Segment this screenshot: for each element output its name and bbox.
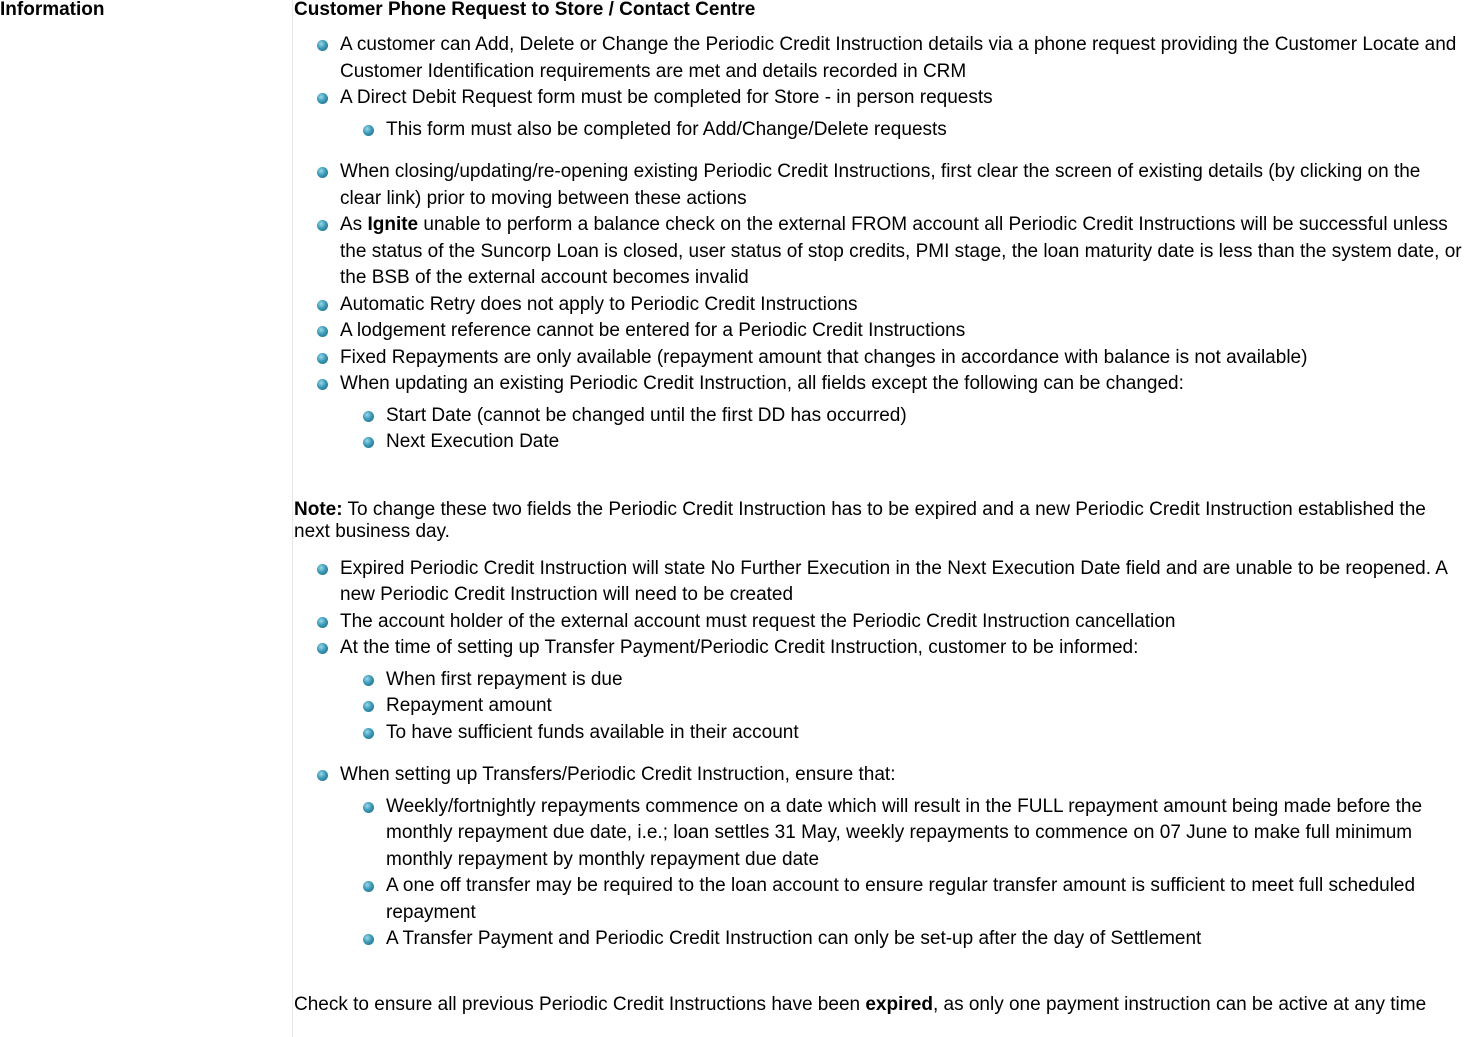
bullet-icon	[317, 40, 328, 51]
note-label: Note:	[294, 498, 343, 520]
bullet-list-1	[294, 32, 1466, 112]
list-item: A Transfer Payment and Periodic Credit Instruction can only be set-up after the day of Settlement	[294, 926, 1466, 953]
information-content	[294, 0, 1466, 1016]
list-item: When setting up Transfers/Periodic Credit Instruction, ensure that:	[294, 762, 1466, 789]
ignite-bold: Ignite	[367, 214, 419, 235]
list-item: Start Date (cannot be changed until the first DD has occurred)	[294, 403, 1466, 430]
bullet-icon	[363, 701, 374, 712]
list-item: Automatic Retry does not apply to Periodic Credit Instructions	[294, 292, 1466, 319]
list-item: At the time of setting up Transfer Payment/Periodic Credit Instruction, customer to be informed:	[294, 635, 1466, 662]
bullet-icon	[363, 675, 374, 686]
information-label: Information	[0, 0, 105, 20]
bullet-icon	[317, 379, 328, 390]
bullet-icon	[363, 802, 374, 813]
note-paragraph: Note: To change these two fields the Periodic Credit Instruction has to be expired and a new Periodic Credit Instruction established the next business day.	[294, 498, 1426, 542]
list-item: A lodgement reference cannot be entered for a Periodic Credit Instructions	[294, 318, 1466, 345]
list-item: The account holder of the external account must request the Periodic Credit Instruction cancellation	[294, 609, 1466, 636]
bullet-icon	[317, 326, 328, 337]
bullet-list-3	[294, 556, 1466, 662]
column-divider	[292, 0, 293, 1037]
sub-bullet-list-2	[294, 403, 1466, 456]
sub-bullet-list-1	[294, 117, 1466, 144]
bullet-icon	[363, 728, 374, 739]
bullet-icon	[317, 300, 328, 311]
bullet-icon	[317, 643, 328, 654]
bullet-list-2	[294, 159, 1466, 398]
list-item: Expired Periodic Credit Instruction will state No Further Execution in the Next Execution Date field and are unable to be reopened. A new Periodic Credit Instruction will need to be created	[294, 556, 1466, 609]
bullet-icon	[317, 353, 328, 364]
list-item: Next Execution Date	[294, 429, 1466, 456]
final-paragraph: Check to ensure all previous Periodic Credit Instructions have been expired, as only one payment instruction can be active at any time	[294, 993, 1427, 1015]
bullet-icon	[317, 564, 328, 575]
list-item: Repayment amount	[294, 693, 1466, 720]
bullet-icon	[317, 770, 328, 781]
list-item: A Direct Debit Request form must be completed for Store - in person requests	[294, 85, 1466, 112]
list-item: When updating an existing Periodic Credit Instruction, all fields except the following can be changed:	[294, 371, 1466, 398]
sub-bullet-list-3	[294, 667, 1466, 747]
list-item: Fixed Repayments are only available (repayment amount that changes in accordance with balance is not available)	[294, 345, 1466, 372]
list-item: When first repayment is due	[294, 667, 1466, 694]
expired-bold: expired	[865, 993, 933, 1015]
bullet-icon	[317, 167, 328, 178]
list-item: This form must also be completed for Add/Change/Delete requests	[294, 117, 1466, 144]
bullet-icon	[363, 934, 374, 945]
list-item: When closing/updating/re-opening existing Periodic Credit Instructions, first clear the screen of existing details (by clicking on the clear link) prior to moving between these actions	[294, 159, 1466, 212]
section-heading: Customer Phone Request to Store / Contact Centre	[294, 0, 756, 20]
bullet-icon	[317, 93, 328, 104]
bullet-icon	[363, 437, 374, 448]
bullet-list-4	[294, 762, 1466, 789]
bullet-icon	[317, 220, 328, 231]
bullet-icon	[363, 881, 374, 892]
list-item: To have sufficient funds available in their account	[294, 720, 1466, 747]
list-item: As Ignite unable to perform a balance check on the external FROM account all Periodic Credit Instructions will be successful unless the status of the Suncorp Loan is closed, user status of stop credits, PMI stage, the loan maturity date is less than the system date, or the BSB of the external account becomes invalid	[294, 212, 1466, 292]
sub-bullet-list-4	[294, 794, 1466, 953]
list-item: Weekly/fortnightly repayments commence on a date which will result in the FULL repayment amount being made before the monthly repayment due date, i.e.; loan settles 31 May, weekly repayments to commence on 07 June to make full minimum monthly repayment by monthly repayment due date	[294, 794, 1466, 874]
list-item: A customer can Add, Delete or Change the Periodic Credit Instruction details via a phone request providing the Customer Locate and Customer Identification requirements are met and details recorded in CRM	[294, 32, 1466, 85]
list-item: A one off transfer may be required to the loan account to ensure regular transfer amount is sufficient to meet full scheduled repayment	[294, 873, 1466, 926]
bullet-icon	[363, 125, 374, 136]
bullet-icon	[317, 617, 328, 628]
bullet-icon	[363, 411, 374, 422]
